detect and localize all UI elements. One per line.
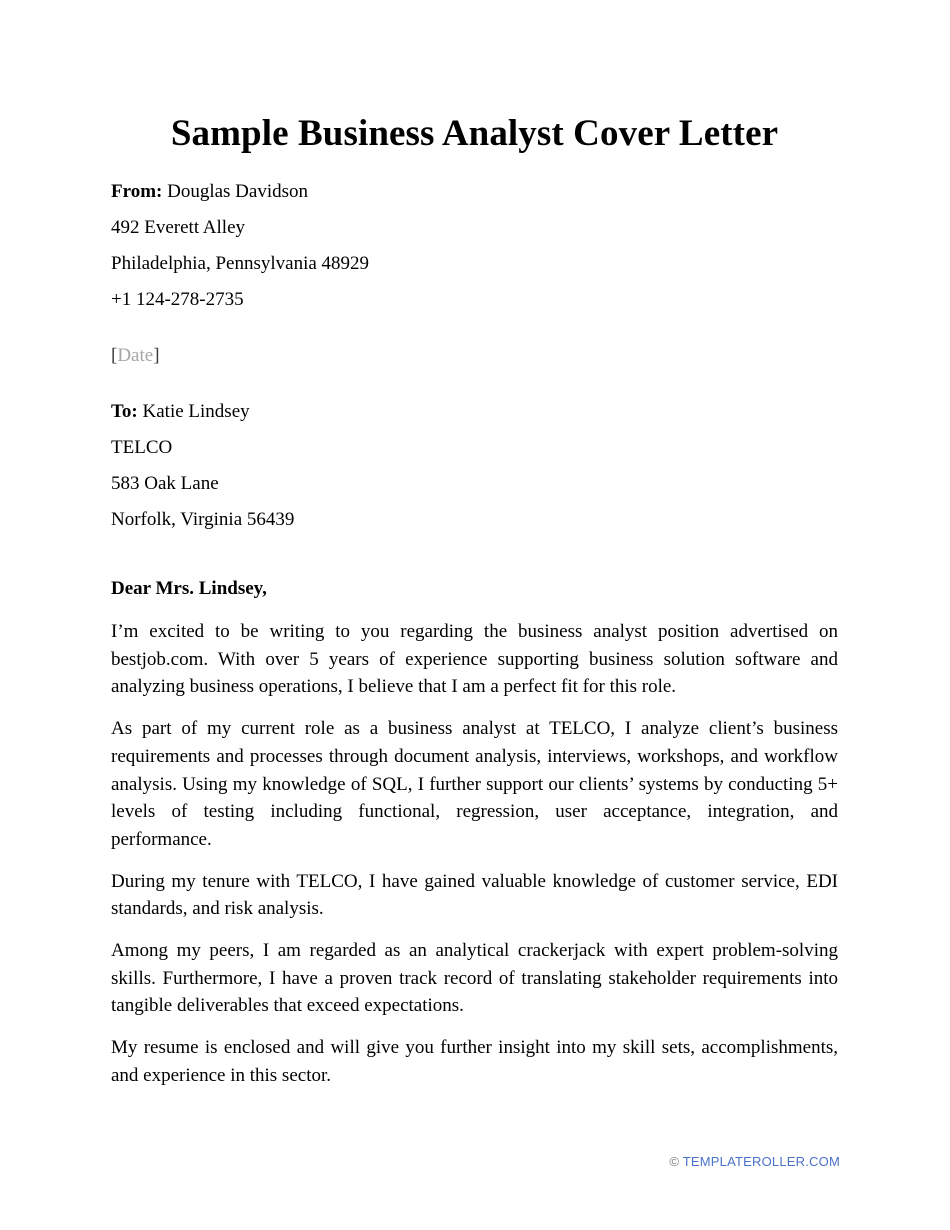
- sender-name-line: [111, 174, 838, 210]
- date-open-bracket: [: [111, 345, 118, 366]
- watermark-label: TEMPLATEROLLER.COM: [682, 1154, 840, 1169]
- salutation: Dear Mrs. Lindsey,: [111, 578, 267, 599]
- sender-name: Douglas Davidson: [167, 181, 309, 202]
- letter-paragraph: I’m excited to be writing to you regarding the business analyst position advertised on bestjob.com. With over 5 years of experience supporting business solution software and analyzing business operations, I believe that I am a perfect fit for this role.: [111, 621, 838, 698]
- letter-paragraph: As part of my current role as a business analyst at TELCO, I analyze client’s business requirements and processes through document analysis, interviews, workshops, and workflow analysis. Using my knowledge of SQL, I further support our clients’ systems by conducting 5+ levels of testing including functional, regression, user acceptance, integration, and performance.: [111, 718, 838, 850]
- recipient-street: 583 Oak Lane: [111, 473, 219, 494]
- recipient-name-line: [111, 394, 838, 430]
- date-placeholder: Date: [117, 345, 154, 366]
- letter-paragraph: My resume is enclosed and will give you further insight into my skill sets, accomplishments, and experience in this sector.: [111, 1037, 838, 1086]
- sender-phone: +1 124-278-2735: [111, 289, 244, 310]
- date-close-bracket: ]: [153, 345, 160, 366]
- date-field[interactable]: [111, 338, 838, 374]
- sender-address-block: [111, 174, 838, 318]
- templateroller-watermark[interactable]: [669, 1154, 840, 1170]
- recipient-city-state-zip: Norfolk, Virginia 56439: [111, 509, 295, 530]
- recipient-label: To:: [111, 401, 138, 422]
- letter-paragraph: Among my peers, I am regarded as an analytical crackerjack with expert problem-solving skills. Furthermore, I have a proven track record of translating stakeholder requirements into tangible deliverables that exceed expectations.: [111, 940, 838, 1017]
- recipient-name: Katie Lindsey: [142, 401, 250, 422]
- copyright-icon: ©: [669, 1154, 680, 1169]
- sender-city-state-zip: Philadelphia, Pennsylvania 48929: [111, 253, 370, 274]
- recipient-address-block: [111, 394, 838, 538]
- letter-paragraph: During my tenure with TELCO, I have gained valuable knowledge of customer service, EDI standards, and risk analysis.: [111, 870, 838, 920]
- letter-body: [111, 618, 838, 1090]
- recipient-company: TELCO: [111, 437, 173, 458]
- sender-street: 492 Everett Alley: [111, 217, 246, 238]
- page-title: Sample Business Analyst Cover Letter: [170, 113, 779, 154]
- date-block: [111, 338, 838, 374]
- sender-label: From:: [111, 181, 163, 202]
